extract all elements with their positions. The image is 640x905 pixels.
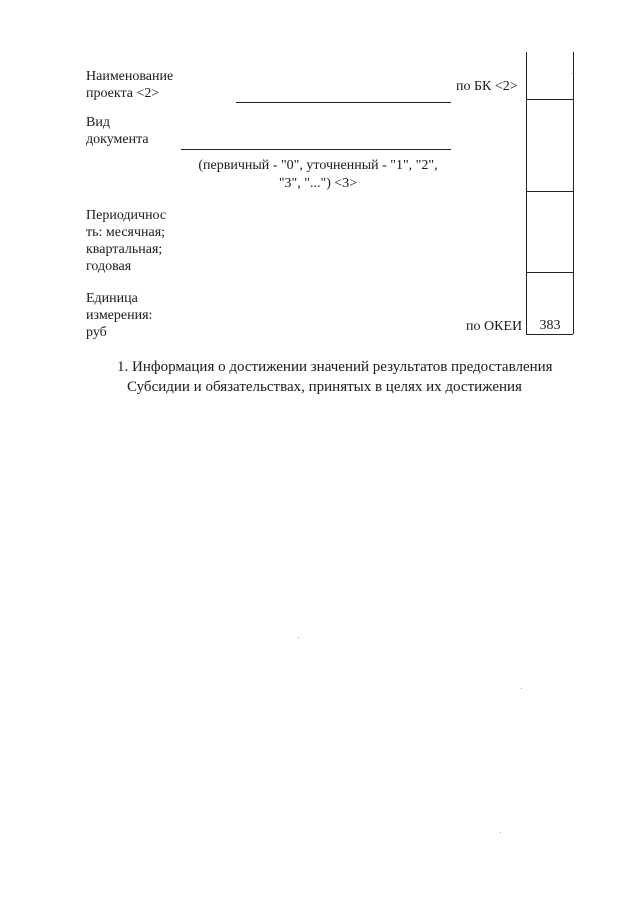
project-name-label: Наименование проекта <2>	[86, 69, 174, 101]
unit-label: Единица измерения: руб	[86, 291, 153, 340]
code-column-left-border	[526, 52, 527, 334]
document-type-label: Вид документа	[86, 115, 149, 147]
code-row-divider-3	[526, 272, 573, 273]
code-column-right-border	[573, 52, 574, 334]
project-name-underline	[236, 102, 451, 103]
okei-code-value: 383	[539, 318, 561, 333]
scan-speck	[571, 73, 572, 74]
periodicity-label: Периодичнос ть: месячная; квартальная; годовая	[86, 208, 167, 274]
code-row-divider-1	[526, 99, 573, 100]
section-1-title-line-1: 1. Информация о достижении значений результатов предоставления	[117, 359, 553, 375]
document-type-underline	[181, 149, 451, 150]
code-column-bottom-border	[526, 334, 573, 335]
scan-speck	[500, 832, 501, 833]
section-1-title-line-2: Субсидии и обязательствах, принятых в целях их достижения	[127, 379, 522, 395]
scan-speck	[521, 688, 522, 689]
code-row-divider-2	[526, 191, 573, 192]
bk-code-label: по БК <2>	[456, 79, 518, 94]
document-type-note: (первичный - "0", уточненный - "1", "2", "3", "...") <3>	[198, 158, 438, 191]
okei-code-label: по ОКЕИ	[466, 319, 523, 334]
scan-speck	[298, 637, 299, 638]
